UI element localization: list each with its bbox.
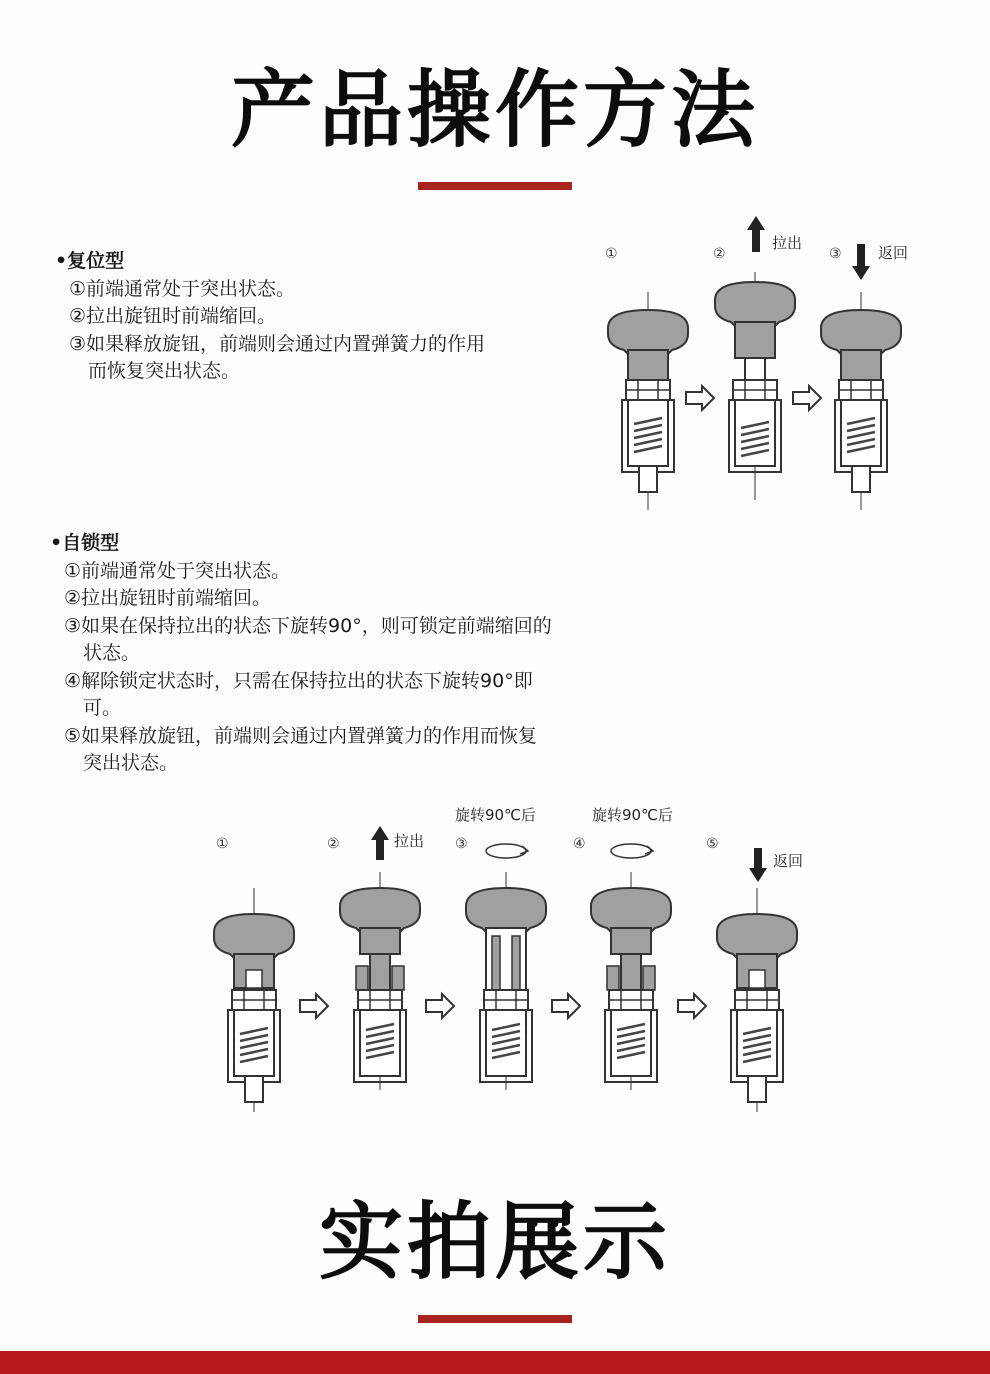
lock-arrow-3-icon	[552, 994, 580, 1018]
reset-arrow-2-icon	[793, 386, 821, 410]
reset-pin-2	[715, 272, 795, 500]
reset-return-label: 返回	[878, 244, 909, 262]
rotate-icon-3	[486, 844, 528, 858]
lock-type-line-4-cont: 可。	[83, 697, 122, 719]
lock-return-down-arrow-icon	[749, 848, 767, 882]
reset-step-3-number: ③	[829, 246, 842, 262]
return-down-arrow-icon	[852, 244, 870, 280]
lock-step-2-number: ②	[327, 836, 340, 852]
reset-type-line-1: ①前端通常处于突出状态。	[69, 277, 296, 300]
lock-pull-label: 拉出	[394, 832, 425, 850]
reset-pin-3	[821, 292, 901, 510]
lock-pin-4	[591, 872, 671, 1090]
reset-pull-label: 拉出	[772, 234, 803, 252]
title-underline-2	[418, 1315, 572, 1323]
lock-type-line-3-cont: 状态。	[83, 642, 141, 664]
lock-pull-up-arrow-icon	[371, 826, 389, 860]
lock-pin-1	[214, 888, 294, 1112]
reset-type-heading: •复位型	[55, 250, 125, 272]
lock-step-1-number: ①	[216, 836, 229, 852]
reset-step-1-number: ①	[605, 246, 618, 262]
reset-type-line-3: ③如果释放旋钮，前端则会通过内置弹簧力的作用	[69, 332, 486, 355]
rotate-icon-4	[611, 844, 653, 858]
reset-arrow-1-icon	[686, 386, 714, 410]
lock-type-line-3: ③如果在保持拉出的状态下旋转90°，则可锁定前端缩回的	[64, 614, 552, 637]
lock-type-line-2: ②拉出旋钮时前端缩回。	[64, 587, 272, 609]
lock-pin-3	[466, 872, 546, 1090]
lock-type-line-4: ④解除锁定状态时，只需在保持拉出的状态下旋转90°即	[64, 669, 533, 692]
lock-arrow-1-icon	[300, 994, 328, 1018]
reset-type-line-3-cont: 而恢复突出状态。	[88, 360, 241, 382]
lock-pin-5	[717, 888, 797, 1112]
lock-pin-2	[340, 872, 420, 1090]
lock-arrow-2-icon	[426, 994, 454, 1018]
reset-diagram	[605, 216, 908, 510]
reset-type-line-2: ②拉出旋钮时前端缩回。	[69, 305, 277, 327]
lock-type-heading: •自锁型	[50, 532, 120, 554]
reset-step-2-number: ②	[713, 246, 726, 262]
lock-rotate-label-4: 旋转90℃后	[592, 806, 673, 824]
lock-return-label: 返回	[773, 852, 804, 870]
bottom-band	[0, 1351, 990, 1374]
lock-step-5-number: ⑤	[706, 836, 719, 852]
lock-type-line-5: ⑤如果释放旋钮，前端则会通过内置弹簧力的作用而恢复	[64, 724, 538, 747]
pull-up-arrow-icon	[747, 216, 765, 252]
lock-rotate-label-3: 旋转90℃后	[455, 806, 536, 824]
lock-type-line-1: ①前端通常处于突出状态。	[64, 559, 291, 582]
lock-arrow-4-icon	[678, 994, 706, 1018]
lock-type-line-5-cont: 突出状态。	[83, 752, 179, 774]
lock-step-4-number: ④	[573, 836, 586, 852]
page-title-operation: 产品操作方法	[230, 61, 759, 159]
lock-diagram	[214, 806, 803, 1112]
lock-step-3-number: ③	[455, 836, 468, 852]
page-title-photos: 实拍展示	[318, 1193, 671, 1291]
reset-pin-1	[608, 292, 688, 510]
